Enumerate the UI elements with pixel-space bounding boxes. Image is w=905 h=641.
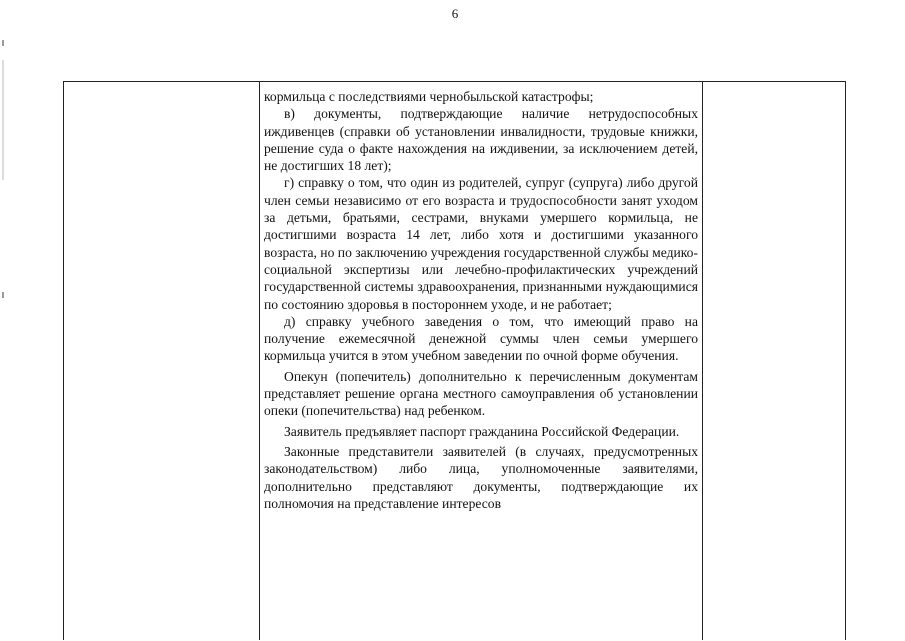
table-border-right bbox=[845, 81, 846, 640]
paragraph-continuation: кормильца с последствиями чернобыльской катастрофы; bbox=[264, 89, 594, 104]
table-cell-text bbox=[264, 88, 698, 512]
scan-edge-mark bbox=[2, 292, 4, 298]
scan-edge-mark bbox=[2, 60, 4, 180]
table-border-left bbox=[63, 81, 64, 640]
paragraph-passport: Заявитель предъявляет паспорт гражданина Российской Федерации. bbox=[284, 423, 680, 439]
paragraph-guardian: Опекун (попечитель) дополнительно к перечисленным документам представляет решение органа местного самоуправления об установлении опеки (попечительства) над ребенком. bbox=[264, 368, 698, 419]
page-number: 6 bbox=[451, 6, 459, 21]
paragraph-item-v: в) документы, подтверждающие наличие нетрудоспособных иждивенцев (справки об установлении инвалидности, трудовые книжки, решение суда о факте нахождения на иждивении, за исключением детей, не достигших 18 лет); bbox=[264, 106, 698, 174]
paragraph-representatives: Законные представители заявителей (в случаях, предусмотренных законодательством) либо лица, уполномоченные заявителями, дополнительно представляют документы, подтверждающие их полномочия на представление интересов bbox=[264, 443, 698, 511]
paragraph-item-d: д) справку учебного заведения о том, что имеющий право на получение ежемесячной денежной суммы член семьи умершего кормильца учится в этом учебном заведении по очной форме обучения. bbox=[264, 313, 698, 364]
table-column-divider-1 bbox=[259, 81, 260, 640]
scan-edge-mark bbox=[2, 40, 4, 46]
paragraph-item-g: г) справку о том, что один из родителей, супруг (супруга) либо другой член семьи независимо от его возраста и трудоспособности занят уходом за детьми, братьями, сестрами, внуками умершего кормильца, не достигшими возраста 14 лет, либо хотя и достигшими указанного возраста, но по заключению учреждения государственной службы медико-социальной экспертизы или лечебно-профилактических учреждений государственной системы здравоохранения, признанными нуждающимися по состоянию здоровья в постороннем уходе, и не работает; bbox=[264, 175, 698, 312]
table-column-divider-2 bbox=[702, 81, 703, 640]
